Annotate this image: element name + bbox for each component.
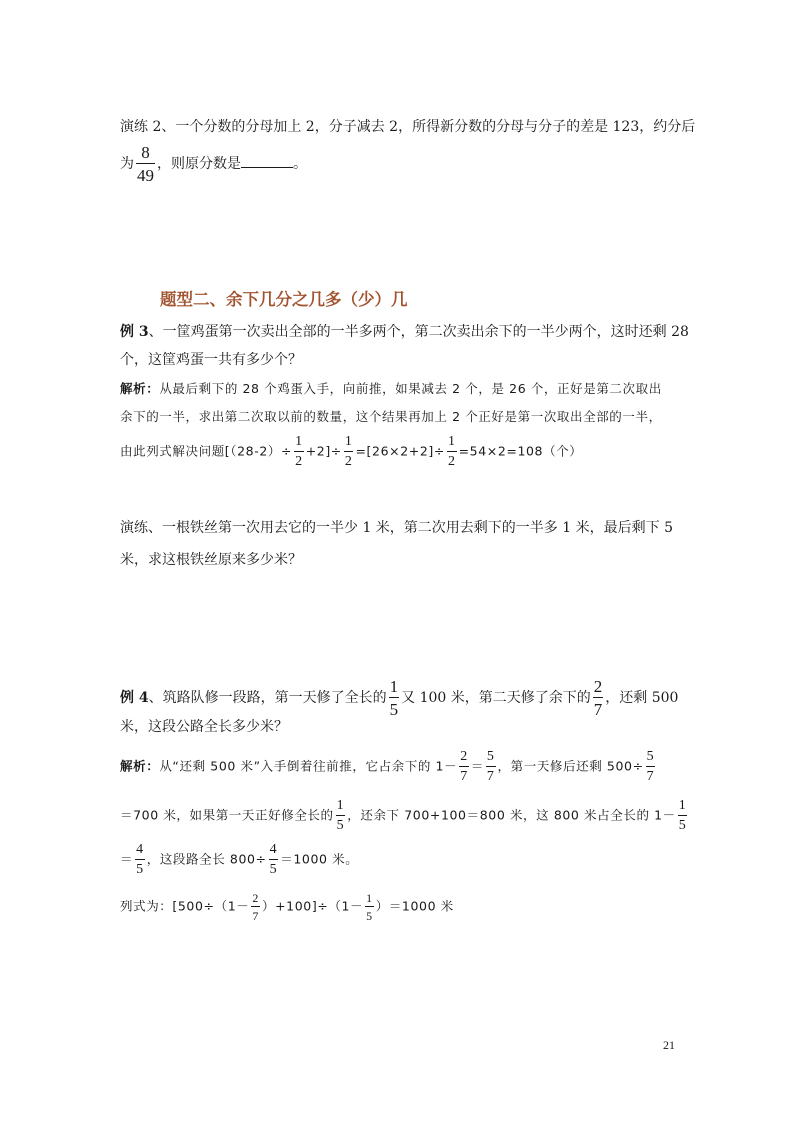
frac-denominator: 5 xyxy=(136,862,144,877)
frac-denominator: 5 xyxy=(269,862,278,877)
formula-text: ）＝1000 米 xyxy=(375,898,454,914)
example4-formula xyxy=(120,892,454,922)
example4-analysis-line2 xyxy=(120,799,689,833)
fraction xyxy=(365,892,374,922)
frac-denominator: 7 xyxy=(486,769,495,784)
analysis-label: 解析： xyxy=(120,381,160,396)
fraction xyxy=(486,750,496,784)
analysis-text: ，还余下 700+100＝800 米，这 800 米占全长的 1－ xyxy=(347,807,676,823)
frac-denominator: 2 xyxy=(295,454,303,469)
analysis-text: ＝700 米，如果第一天正好修全长的 xyxy=(120,807,334,823)
drill2-period: 。 xyxy=(293,156,307,172)
drill2-prefix: 为 xyxy=(120,156,134,172)
formula-text: =[26×2+2]÷ xyxy=(355,443,445,459)
drill2-line1: 演练 2、一个分数的分母加上 2，分子减去 2，所得新分数的分母与分子的差是 123，约分后 xyxy=(120,119,696,135)
fraction xyxy=(459,750,469,784)
drill2-suffix: ，则原分数是 xyxy=(157,156,241,172)
frac-denominator: 7 xyxy=(460,769,468,784)
fraction xyxy=(269,843,279,877)
analysis-text: ，第一天修后还剩 500÷ xyxy=(497,758,644,774)
fraction xyxy=(344,435,354,469)
frac-numerator: 2 xyxy=(593,677,603,696)
analysis-text: ＝1000 米。 xyxy=(280,851,359,867)
example4-line1 xyxy=(120,678,678,718)
fraction xyxy=(135,843,145,877)
analysis-text: 从最后剩下的 28 个鸡蛋入手，向前推，如果减去 2 个，是 26 个，正好是第二次取出 xyxy=(159,381,662,396)
example3-text: 、一筐鸡蛋第一次卖出全部的一半多两个，第二次卖出余下的一半少两个，这时还剩 28 xyxy=(148,324,689,340)
formula-text: =54×2=108（个） xyxy=(458,443,583,459)
fraction xyxy=(336,799,346,833)
frac-denominator: 7 xyxy=(252,909,259,923)
section-heading: 题型二、余下几分之几多（少）几 xyxy=(160,290,408,309)
formula-text: 由此列式解决问题[（28-2）÷ xyxy=(120,443,293,459)
frac-numerator: 1 xyxy=(336,799,346,816)
example4-text: 又 100 米，第二天修了余下的 xyxy=(401,690,591,706)
frac-denominator: 5 xyxy=(389,700,399,719)
drill-line1: 演练、一根铁丝第一次用去它的一半少 1 米，第二次用去剩下的一半多 1 米，最后剩下 5 xyxy=(120,520,673,536)
frac-numerator: 4 xyxy=(135,843,145,860)
frac-denominator: 2 xyxy=(344,454,353,469)
example4-label: 例 4 xyxy=(120,690,149,706)
frac-denominator: 2 xyxy=(447,454,456,469)
example4-analysis-line1 xyxy=(120,750,657,784)
example3-line1 xyxy=(120,323,689,341)
fraction xyxy=(593,678,604,718)
analysis-text: ，这段路全长 800÷ xyxy=(146,851,267,867)
frac-numerator: 1 xyxy=(389,677,399,696)
frac-numerator: 5 xyxy=(486,750,496,767)
frac-numerator: 1 xyxy=(344,435,354,452)
frac-numerator: 1 xyxy=(447,435,457,452)
formula-text: 列式为：[500÷（1－ xyxy=(120,898,250,914)
example3-label: 例 3 xyxy=(120,324,149,340)
formula-text: +2]÷ xyxy=(305,443,342,459)
fraction xyxy=(294,435,304,469)
frac-numerator: 1 xyxy=(678,799,688,816)
frac-numerator: 2 xyxy=(459,750,469,767)
formula-text: ）+100]÷（1－ xyxy=(261,898,364,914)
example3-analysis-line3 xyxy=(120,435,582,469)
example3-line2: 个，这筐鸡蛋一共有多少个？ xyxy=(120,352,302,368)
frac-numerator: 1 xyxy=(294,435,304,452)
frac-numerator: 4 xyxy=(269,843,279,860)
frac-denominator: 5 xyxy=(366,909,373,923)
example4-line2: 米，这段公路全长多少米？ xyxy=(120,719,288,735)
frac-denominator: 49 xyxy=(137,166,154,185)
fraction xyxy=(389,678,400,718)
frac-numerator: 2 xyxy=(252,891,259,905)
analysis-text: ＝ xyxy=(470,758,484,774)
analysis-text: ＝ xyxy=(120,851,134,867)
drill2-fraction xyxy=(136,144,155,184)
frac-denominator: 5 xyxy=(336,818,345,833)
example3-analysis-line2: 余下的一半，求出第二次取以前的数量，这个结果再加上 2 个正好是第一次取出全部的一半， xyxy=(120,409,662,424)
frac-denominator: 7 xyxy=(646,769,655,784)
fraction xyxy=(678,799,688,833)
frac-denominator: 7 xyxy=(593,700,603,719)
frac-numerator: 1 xyxy=(366,891,373,905)
example3-analysis-line1 xyxy=(120,380,662,398)
analysis-text: 从“还剩 500 米”入手倒着往前推，它占余下的 1－ xyxy=(159,758,458,774)
frac-numerator: 5 xyxy=(646,750,656,767)
fraction xyxy=(447,435,457,469)
example4-text: ，还剩 500 xyxy=(605,690,679,706)
frac-denominator: 5 xyxy=(678,818,687,833)
drill-line2: 米，求这根铁丝原来多少米？ xyxy=(120,552,302,568)
fraction xyxy=(646,750,656,784)
frac-numerator: 8 xyxy=(136,144,155,164)
drill2-line2 xyxy=(120,144,307,184)
page-number: 21 xyxy=(663,1038,675,1052)
answer-blank xyxy=(241,155,293,168)
example4-analysis-line3 xyxy=(120,843,358,877)
analysis-label: 解析： xyxy=(120,758,160,774)
example4-text: 、筑路队修一段路，第一天修了全长的 xyxy=(148,690,387,706)
fraction xyxy=(251,892,260,922)
